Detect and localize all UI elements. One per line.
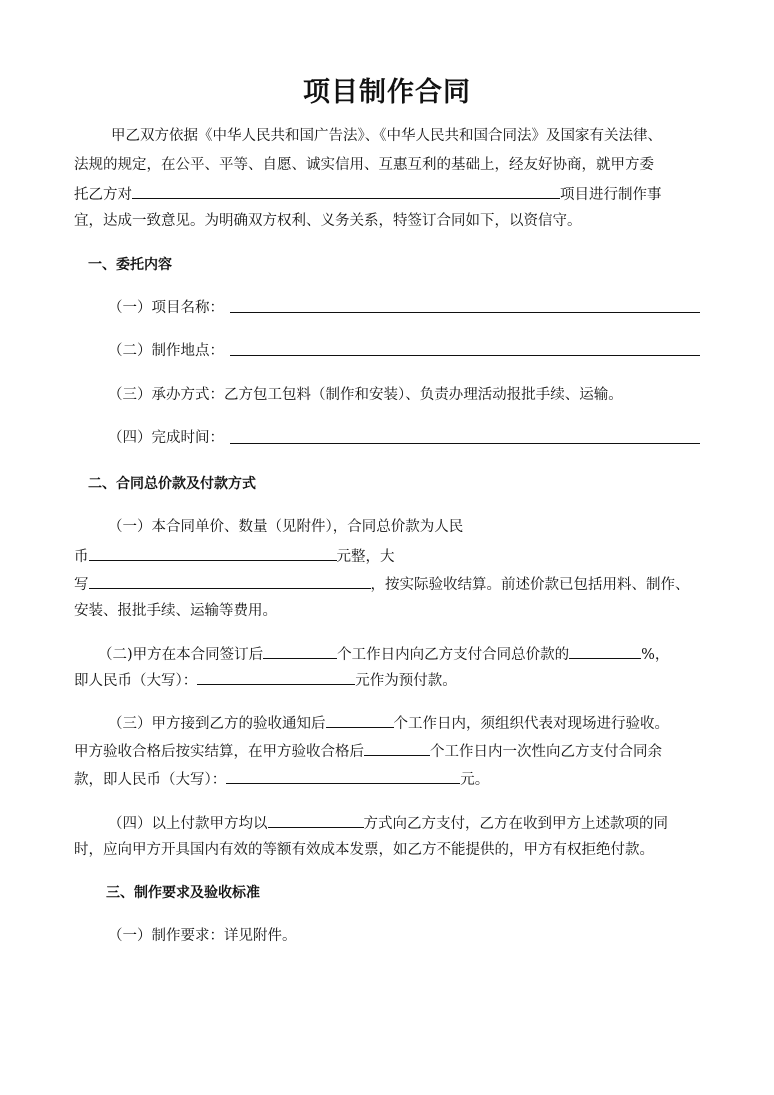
- price-line-4: 安装、报批手续、运输等费用。: [74, 603, 277, 619]
- preamble-line-1: 甲乙双方依据《中华人民共和国广告法》、《中华人民共和国合同法》及国家有关法律、: [111, 128, 662, 144]
- payment-method-line-1: [108, 812, 668, 834]
- production-site-label: （二）制作地点：: [108, 343, 224, 359]
- acceptance-text: 款，即人民币（大写）：: [74, 772, 227, 788]
- completion-time-field[interactable]: [230, 443, 700, 444]
- price-text: 写: [74, 577, 89, 593]
- prepay-text: %，: [641, 647, 670, 663]
- acceptance-line-3: [74, 768, 489, 790]
- document-title: 项目制作合同: [303, 77, 471, 108]
- section-heading-1: 一、委托内容: [88, 257, 172, 273]
- acceptance-line-1: [108, 712, 669, 734]
- price-text: 元整，大: [336, 549, 395, 565]
- acceptance-text: 个工作日内，须组织代表对现场进行验收。: [393, 716, 669, 732]
- price-uppercase-blank[interactable]: [89, 573, 371, 589]
- acceptance-days-blank[interactable]: [326, 712, 394, 728]
- production-requirements: （一）制作要求：详见附件。: [108, 928, 297, 944]
- preamble-line-3: [74, 183, 662, 205]
- completion-time-label: （四）完成时间：: [108, 430, 224, 446]
- preamble-line-2: 法规的规定，在公平、平等、自愿、诚实信用、互惠互利的基础上，经友好协商，就甲方委: [74, 157, 654, 173]
- acceptance-text: （三）甲方接到乙方的验收通知后: [108, 716, 326, 732]
- project-name-label: （一）项目名称：: [108, 300, 224, 316]
- section-heading-3: 三、制作要求及验收标准: [106, 885, 260, 901]
- preamble-text: 项目进行制作事: [560, 187, 662, 203]
- prepay-days-blank[interactable]: [263, 643, 337, 659]
- prepay-line-1: [98, 643, 669, 665]
- prepay-text: 即人民币（大写）：: [74, 673, 198, 689]
- payment-text: （四）以上付款甲方均以: [108, 816, 268, 832]
- price-line-2: [74, 545, 395, 567]
- prepay-percent-blank[interactable]: [569, 643, 641, 659]
- acceptance-text: 个工作日内一次性向乙方支付合同余: [430, 744, 662, 760]
- price-text: 币: [74, 549, 89, 565]
- section-heading-2: 二、合同总价款及付款方式: [88, 476, 256, 492]
- price-line-3: [74, 573, 690, 595]
- payment-text: 方式向乙方支付，乙方在收到甲方上述款项的同: [363, 816, 668, 832]
- prepay-amount-blank[interactable]: [197, 669, 355, 685]
- balance-days-blank[interactable]: [364, 740, 430, 756]
- prepay-text: 元作为预付款。: [355, 673, 457, 689]
- prepay-line-2: [74, 669, 457, 691]
- production-site-field[interactable]: [230, 355, 700, 356]
- project-name-field[interactable]: [230, 312, 700, 313]
- price-line-1: （一）本合同单价、数量（见附件），合同总价款为人民: [108, 519, 464, 535]
- acceptance-text: 元。: [460, 772, 490, 788]
- prepay-text: （二)甲方在本合同签订后: [98, 647, 264, 663]
- acceptance-text: 甲方验收合格后按实结算，在甲方验收合格后: [74, 744, 364, 760]
- acceptance-line-2: [74, 740, 662, 762]
- balance-amount-blank[interactable]: [226, 768, 460, 784]
- preamble-line-4: 宜，达成一致意见。为明确双方权利、义务关系，特签订合同如下，以资信守。: [74, 213, 582, 229]
- project-blank[interactable]: [132, 183, 560, 199]
- payment-method-blank[interactable]: [268, 812, 364, 828]
- preamble-text: 托乙方对: [74, 187, 132, 203]
- price-text: ，按实际验收结算。前述价款已包括用料、制作、: [370, 577, 690, 593]
- undertaking-method: （三）承办方式：乙方包工包料（制作和安装）、负责办理活动报批手续、运输。: [108, 387, 623, 403]
- prepay-text: 个工作日内向乙方支付合同总价款的: [337, 647, 570, 663]
- payment-method-line-2: 时，应向甲方开具国内有效的等额有效成本发票，如乙方不能提供的，甲方有权拒绝付款。: [74, 842, 654, 858]
- total-price-blank[interactable]: [89, 545, 337, 561]
